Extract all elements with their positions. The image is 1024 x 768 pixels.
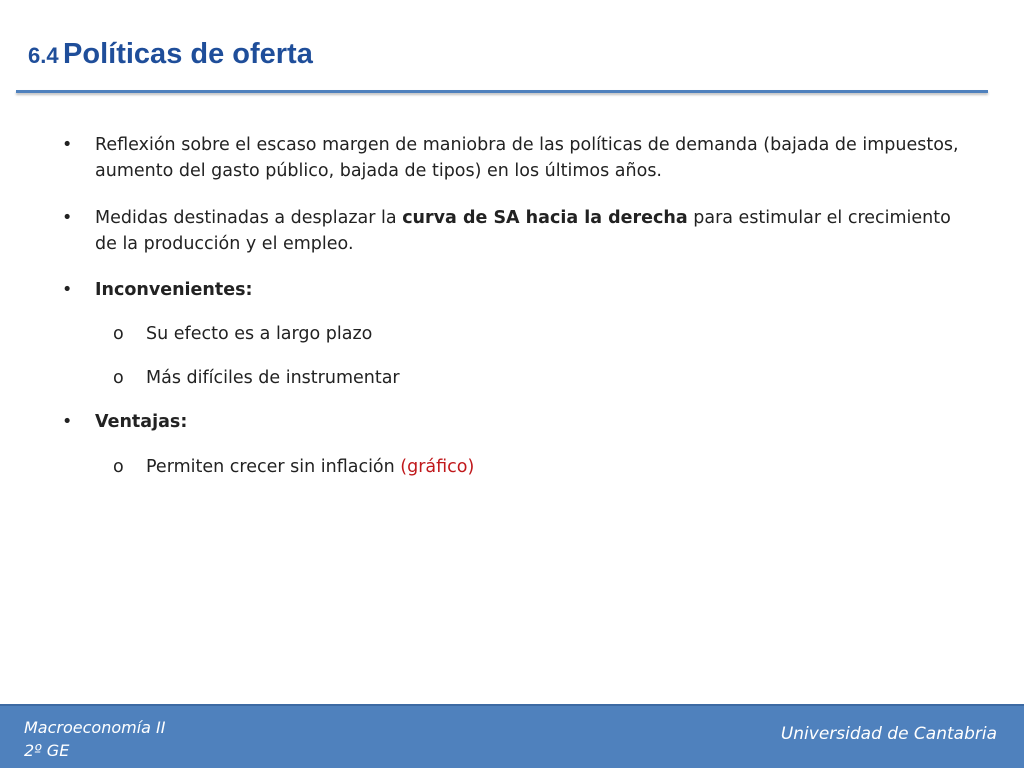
bullet-heading-inconvenientes: Inconvenientes: — [95, 280, 253, 300]
bullet-marker: • — [62, 280, 73, 300]
sub-bullet-text-part: Permiten crecer sin inflación — [146, 457, 401, 477]
slide-title — [28, 38, 313, 71]
bullet-text — [95, 205, 975, 257]
sub-bullet-marker: o — [113, 324, 124, 344]
footer-university: Universidad de Cantabria — [780, 724, 997, 744]
bullet-marker: • — [62, 135, 73, 155]
sub-bullet-text — [146, 454, 966, 480]
footer-course: Macroeconomía II — [24, 718, 166, 737]
grafico-link[interactable]: (gráfico) — [400, 457, 475, 477]
sub-bullet-text: Su efecto es a largo plazo — [146, 324, 373, 344]
sub-bullet-marker: o — [113, 457, 124, 477]
footer-bar — [0, 704, 1024, 768]
footer-course-info — [24, 716, 166, 762]
bullet-text-emphasis: curva de SA hacia la derecha — [402, 208, 688, 228]
sub-bullet-text: Más difíciles de instrumentar — [146, 368, 400, 388]
bullet-text-part: para estimular el crecimiento de la producción y el empleo. — [95, 208, 951, 254]
bullet-marker: • — [62, 412, 73, 432]
bullet-heading-ventajas: Ventajas: — [95, 412, 188, 432]
section-number: 6.4 — [28, 43, 59, 68]
footer-group: 2º GE — [24, 741, 70, 760]
title-text: Políticas de oferta — [63, 38, 313, 70]
sub-bullet-marker: o — [113, 368, 124, 388]
bullet-marker: • — [62, 208, 73, 228]
title-underline — [16, 90, 988, 93]
bullet-text-part: Medidas destinadas a desplazar la — [95, 208, 403, 228]
bullet-text: Reflexión sobre el escaso margen de maniobra de las políticas de demanda (bajada de impuestos, aumento del gasto público, bajada de tipos) en los últimos años. — [95, 135, 959, 181]
